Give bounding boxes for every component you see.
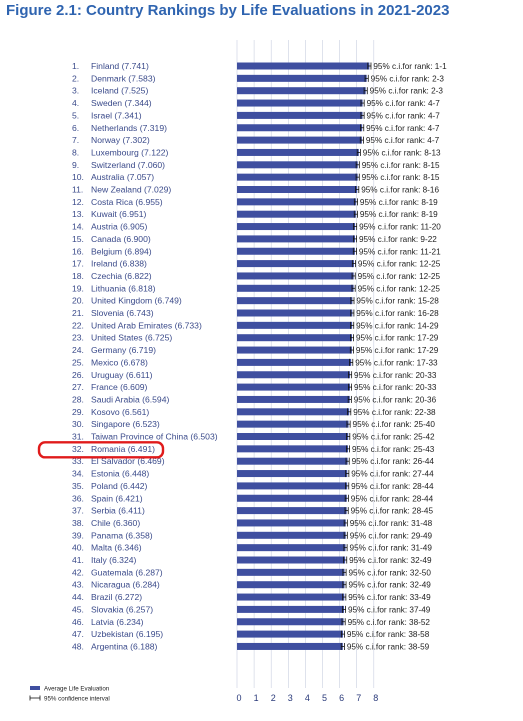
x-tick-label: 3 [287,693,293,703]
ci-rank-label: 95% c.i.for rank: 8-19 [359,197,438,207]
ci-rank-label: 95% c.i.for rank: 20-33 [354,370,437,380]
bar [237,112,363,119]
ci-rank-label: 95% c.i.for rank: 15-28 [356,296,439,306]
ci-labels-group [347,62,447,651]
ci-rank-label: 95% c.i.for rank: 28-44 [351,481,434,491]
country-label: Taiwan Province of China (6.503) [91,431,218,442]
bar [237,334,352,341]
bar [237,618,344,625]
country-label: Lithuania (6.818) [91,283,156,294]
ci-rank-label: 95% c.i.for rank: 8-13 [362,148,441,158]
bar [237,149,359,156]
ci-rank-label: 95% c.i.for rank: 38-52 [347,617,430,627]
country-label: Czechia (6.822) [91,270,152,281]
bar [237,482,347,489]
x-tick-label: 0 [236,693,242,703]
country-label: Iceland (7.525) [91,85,149,96]
bar [237,643,343,650]
rank-number: 34. [72,468,84,479]
x-tick-label: 2 [270,693,276,703]
bar [237,519,346,526]
ci-rank-label: 95% c.i.for rank: 1-1 [373,62,447,71]
legend-bar-swatch [30,686,40,690]
country-label: Uruguay (6.611) [91,369,153,380]
ci-rank-label: 95% c.i.for rank: 8-15 [361,160,440,170]
rank-number: 42. [72,567,84,578]
bar [237,408,349,415]
rank-number: 4. [72,98,80,109]
bar [237,211,356,218]
rank-number: 1. [72,61,80,71]
bar [237,359,351,366]
rank-number: 35. [72,480,84,491]
country-label: Poland (6.442) [91,480,148,491]
ci-rank-label: 95% c.i.for rank: 11-21 [358,247,441,257]
rank-number: 2. [72,73,80,84]
bar [237,87,366,94]
rank-number: 22. [72,320,84,331]
x-tick-label: 7 [356,693,362,703]
country-label: Norway (7.302) [91,135,150,146]
legend-interval-swatch [30,696,40,701]
country-label: Panama (6.358) [91,530,153,541]
chart-title: Figure 2.1: Country Rankings by Life Evaluations in 2021-2023 [6,2,450,19]
ci-rank-label: 95% c.i.for rank: 12-25 [357,284,440,294]
country-label: Costa Rica (6.955) [91,196,163,207]
country-label: Italy (6.324) [91,555,137,565]
bar [237,544,346,551]
rank-number: 45. [72,604,84,615]
bar [237,124,362,131]
rank-number: 44. [72,592,84,603]
country-label: Finland (7.741) [91,61,149,71]
bar [237,297,352,304]
bar [237,396,350,403]
bar [237,557,345,564]
ci-rank-label: 95% c.i.for rank: 17-33 [355,358,438,368]
country-label: Mexico (6.678) [91,357,148,368]
rank-number: 10. [72,172,84,183]
country-label: Saudi Arabia (6.594) [91,394,170,405]
ci-rank-label: 95% c.i.for rank: 25-43 [351,444,435,454]
x-tick-labels [236,693,378,703]
bar [237,100,363,107]
ci-rank-label: 95% c.i.for rank: 17-29 [355,333,439,343]
country-label: Argentina (6.188) [91,641,158,652]
legend-interval-label: 95% confidence interval [44,695,110,703]
bar [237,495,347,502]
country-label: United Kingdom (6.749) [91,295,182,306]
rank-number: 21. [72,308,84,318]
country-label: France (6.609) [91,382,148,393]
country-label: United States (6.725) [91,332,173,343]
rank-number: 26. [72,369,84,380]
ci-rank-label: 95% c.i.for rank: 28-45 [350,506,434,516]
country-label: Canada (6.900) [91,233,151,244]
ci-rank-label: 95% c.i.for rank: 28-44 [350,494,434,504]
bar [237,161,358,168]
rank-number: 27. [72,382,84,393]
country-label: Latvia (6.234) [91,616,144,627]
bar [237,174,358,181]
country-label: Austria (6.905) [91,221,148,232]
country-label: Spain (6.421) [91,493,143,504]
bar [237,285,354,292]
rank-number: 7. [72,135,80,146]
x-tick-label: 1 [253,693,259,703]
country-label: Estonia (6.448) [91,468,150,479]
country-label: United Arab Emirates (6.733) [91,320,202,331]
rank-number: 23. [72,332,84,343]
rank-number: 41. [72,555,84,565]
country-label: Brazil (6.272) [91,592,143,603]
bar [237,223,355,230]
rank-number: 18. [72,270,84,281]
country-label: Israel (7.341) [91,110,142,121]
legend [30,686,110,703]
ci-rank-label: 95% c.i.for rank: 12-25 [357,259,441,269]
row-labels-group [72,61,218,651]
bar [237,137,362,144]
country-label: Belgium (6.894) [91,246,152,257]
bar [237,458,348,465]
bar [237,260,354,267]
country-label: Malta (6.346) [91,542,142,553]
country-label: Sweden (7.344) [91,98,152,109]
bar [237,235,355,242]
ci-rank-label: 95% c.i.for rank: 8-16 [361,185,440,195]
rank-number: 31. [72,431,84,442]
rank-number: 12. [72,196,84,207]
bar [237,433,348,440]
rank-number: 13. [72,209,84,220]
rank-number: 46. [72,616,84,627]
bar [237,445,348,452]
ci-rank-label: 95% c.i.for rank: 38-58 [346,630,430,640]
ci-rank-label: 95% c.i.for rank: 11-20 [359,222,441,232]
x-tick-label: 5 [321,693,328,703]
country-label: Slovakia (6.257) [91,604,154,615]
ci-rank-label: 95% c.i.for rank: 25-42 [352,432,435,442]
rank-number: 38. [72,517,84,528]
x-tick-label: 8 [373,693,379,703]
bar [237,347,352,354]
ci-rank-label: 95% c.i.for rank: 33-49 [348,593,431,603]
country-label: Slovenia (6.743) [91,308,154,318]
ci-rank-label: 95% c.i.for rank: 8-15 [361,173,440,183]
bar [237,384,350,391]
ci-rank-label: 95% c.i.for rank: 16-28 [356,309,439,318]
legend-bar-label: Average Life Evaluation [44,685,110,693]
ci-rank-label: 95% c.i.for rank: 31-48 [349,518,433,528]
ci-rank-label: 95% c.i.for rank: 20-33 [354,383,437,393]
ci-rank-label: 95% c.i.for rank: 37-49 [347,605,431,615]
bar [237,75,367,82]
ci-rank-label: 95% c.i.for rank: 20-36 [353,395,437,405]
bar [237,532,346,539]
rank-number: 15. [72,233,84,244]
ci-rank-label: 95% c.i.for rank: 14-29 [356,321,439,331]
ci-rank-label: 95% c.i.for rank: 38-59 [346,642,430,652]
rank-number: 37. [72,505,84,516]
country-label: Denmark (7.583) [91,73,156,84]
ci-rank-label: 95% c.i.for rank: 26-44 [351,457,434,467]
rank-number: 14. [72,221,84,232]
country-label: Luxembourg (7.122) [91,147,169,158]
bar [237,507,347,514]
rank-number: 8. [72,147,80,158]
bar [237,581,344,588]
country-label: Guatemala (6.287) [91,567,163,578]
bar [237,569,345,576]
bar [237,272,354,279]
rank-number: 9. [72,159,80,170]
ci-rank-label: 95% c.i.for rank: 12-25 [357,271,441,281]
rank-number: 17. [72,258,84,269]
rank-number: 24. [72,345,84,356]
country-label: Netherlands (7.319) [91,122,167,133]
rank-number: 5. [72,110,80,121]
country-label: El Salvador (6.469) [91,456,165,467]
bar [237,371,350,378]
bar [237,421,349,428]
rank-number: 43. [72,579,84,590]
country-label: Romania (6.491) [91,443,156,454]
rank-number: 47. [72,629,84,640]
rank-number: 36. [72,493,84,504]
country-label: Singapore (6.523) [91,419,160,430]
rank-number: 33. [72,456,84,467]
ci-rank-label: 95% c.i.for rank: 4-7 [366,111,440,121]
country-label: New Zealand (7.029) [91,184,172,195]
country-label: Uzbekistan (6.195) [91,629,164,640]
rank-number: 25. [72,357,84,368]
rank-number: 3. [72,85,80,96]
rank-number: 32. [72,443,84,454]
ci-rank-label: 95% c.i.for rank: 32-49 [349,556,432,565]
rank-number: 48. [72,641,84,652]
ci-rank-label: 95% c.i.for rank: 8-19 [359,210,438,220]
bar [237,248,355,255]
country-label: Kosovo (6.561) [91,406,150,417]
ci-rank-label: 95% c.i.for rank: 31-49 [349,543,432,553]
x-tick-label: 6 [339,693,345,703]
ci-rank-label: 95% c.i.for rank: 29-49 [349,531,433,541]
rank-number: 39. [72,530,84,541]
country-label: Germany (6.719) [91,345,156,356]
country-label: Chile (6.360) [91,517,141,528]
ci-rank-label: 95% c.i.for rank: 27-44 [351,469,434,479]
rank-number: 16. [72,246,84,257]
rank-number: 29. [72,406,84,417]
ci-rank-label: 95% c.i.for rank: 9-22 [358,234,437,244]
ci-rank-label: 95% c.i.for rank: 22-38 [353,407,436,417]
rank-number: 11. [72,184,84,195]
rank-number: 6. [72,122,80,133]
country-label: Kuwait (6.951) [91,209,147,220]
country-label: Serbia (6.411) [91,505,145,516]
bar [237,186,357,193]
ci-rank-label: 95% c.i.for rank: 2-3 [370,74,444,84]
rank-number: 19. [72,283,84,294]
ci-rank-label: 95% c.i.for rank: 32-50 [348,568,431,578]
bar [237,310,352,317]
rank-number: 40. [72,542,84,553]
ci-rank-label: 95% c.i.for rank: 2-3 [369,86,443,96]
bar [237,606,344,613]
country-label: Nicaragua (6.284) [91,579,160,590]
ci-rank-label: 95% c.i.for rank: 32-49 [348,580,431,590]
rank-number: 28. [72,394,84,405]
bar [237,322,352,329]
x-tick-label: 4 [304,693,310,703]
country-label: Australia (7.057) [91,172,155,183]
country-label: Ireland (6.838) [91,258,147,269]
bar [237,198,356,205]
ci-rank-label: 95% c.i.for rank: 4-7 [366,123,440,133]
bar [237,631,343,638]
ci-rank-label: 95% c.i.for rank: 25-40 [352,420,435,430]
rank-number: 30. [72,419,84,430]
rank-number: 20. [72,295,84,306]
ci-rank-label: 95% c.i.for rank: 17-29 [355,346,439,356]
bar [237,470,347,477]
ci-rank-label: 95% c.i.for rank: 4-7 [366,99,440,109]
ci-rank-label: 95% c.i.for rank: 4-7 [365,136,440,146]
bar [237,594,344,601]
country-label: Switzerland (7.060) [91,159,166,170]
bar [237,63,369,70]
